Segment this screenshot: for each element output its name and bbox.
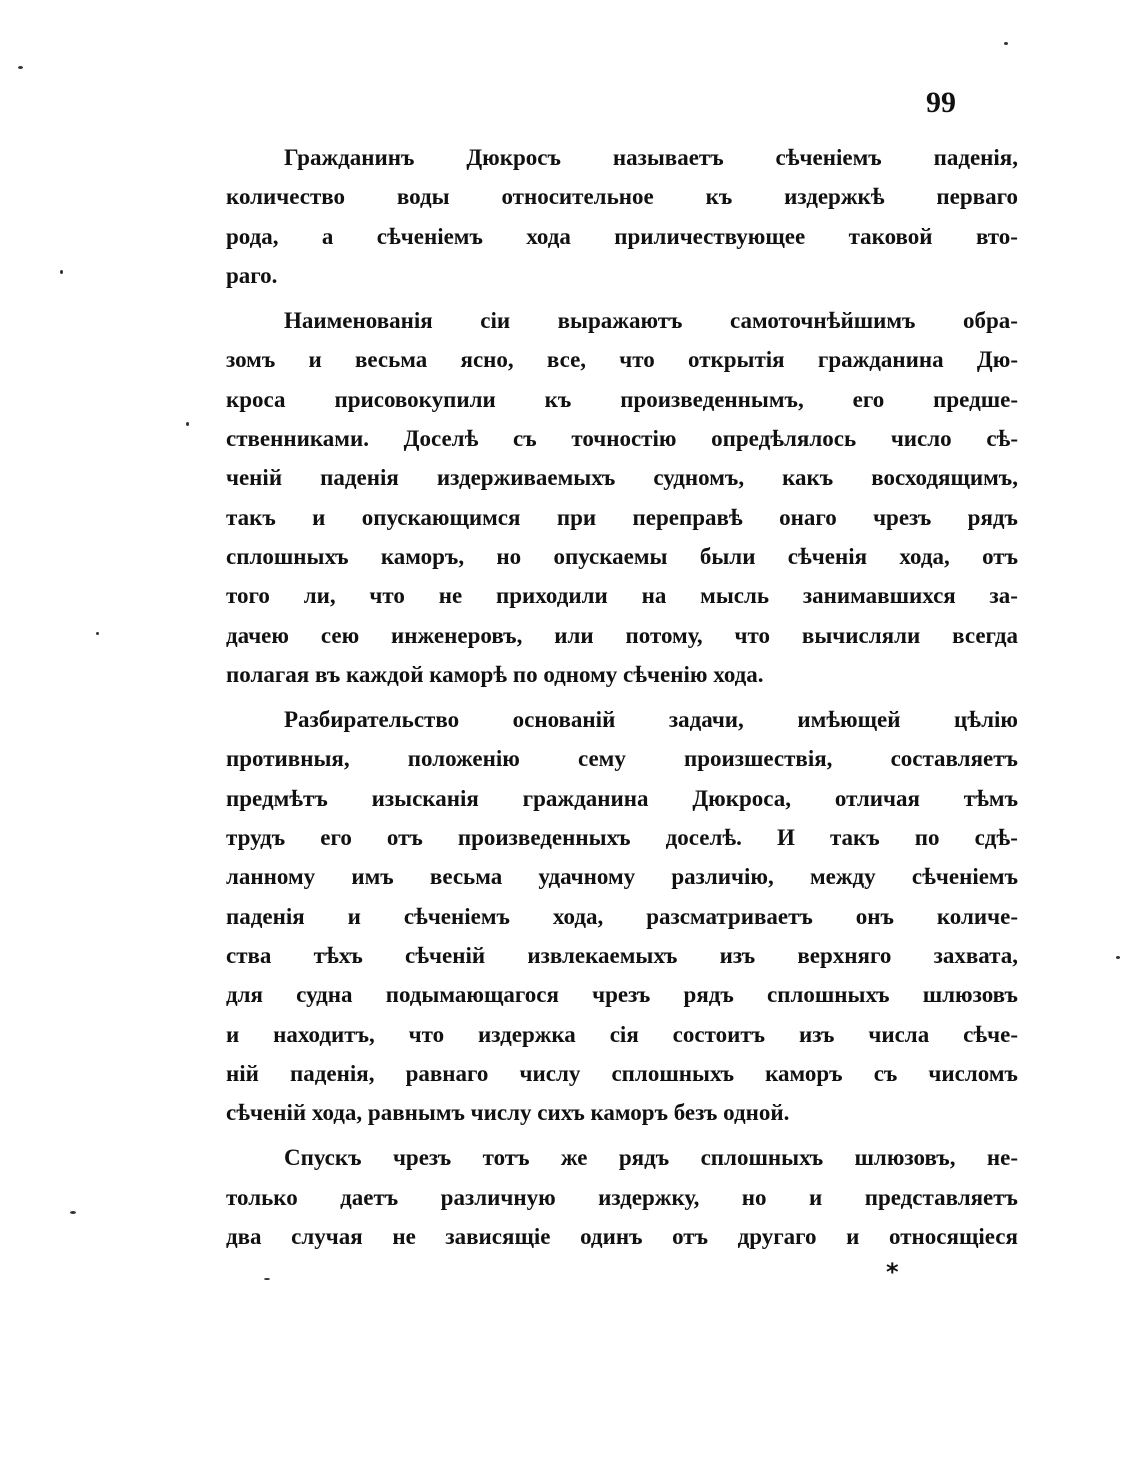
word: кроса <box>226 386 286 412</box>
word: Доселѣ <box>403 426 479 452</box>
text-line <box>226 1217 1018 1256</box>
word: отъ <box>982 543 1018 569</box>
word: удачному <box>538 864 636 890</box>
word: что <box>369 583 405 609</box>
word: числа <box>868 1021 930 1047</box>
word: ясно, <box>460 347 514 373</box>
word: паденiя, <box>290 1060 375 1086</box>
word: подымающагося <box>385 982 559 1008</box>
word: случая <box>291 1224 363 1250</box>
word: тѣмъ <box>963 785 1018 811</box>
text-line <box>226 1138 1018 1177</box>
text-line <box>226 975 1018 1014</box>
word: отъ <box>672 1224 708 1250</box>
word: рядъ <box>967 504 1018 530</box>
word: выражаютъ <box>557 308 683 334</box>
word: весьма <box>354 347 428 373</box>
text-line <box>226 936 1018 975</box>
text-line <box>226 779 1018 818</box>
word: Гражданинъ <box>284 145 415 170</box>
word: сдѣ- <box>974 825 1018 851</box>
text-line <box>226 340 1018 379</box>
word: присовокупили <box>334 386 496 412</box>
text-line <box>226 301 1018 340</box>
word: къ <box>705 184 733 210</box>
word: опредѣлялось <box>711 426 857 452</box>
word: приличествующее <box>614 223 806 249</box>
word: издерживаемыхъ <box>436 465 616 491</box>
word: хода, <box>552 903 604 929</box>
word: ственниками. <box>226 426 369 452</box>
word: Спускъ <box>284 1145 362 1171</box>
word: его <box>320 825 352 851</box>
word: сплошныхъ <box>700 1145 824 1171</box>
word: отъ <box>386 825 423 851</box>
word: вычисляли <box>801 622 921 648</box>
word: одинъ <box>580 1224 643 1250</box>
scan-speck <box>60 270 63 274</box>
word: были <box>699 543 756 569</box>
word: съ <box>873 1060 898 1086</box>
word: открытiя <box>688 347 785 373</box>
word: приходили <box>495 583 608 609</box>
word: чрезъ <box>392 1145 452 1171</box>
scan-speck <box>18 66 23 69</box>
word: за- <box>989 583 1018 609</box>
word: количество <box>226 184 346 210</box>
word: и <box>809 1184 823 1210</box>
footer-star-mark: * <box>886 1258 899 1286</box>
word: и <box>312 504 326 530</box>
word: Наименованiя <box>284 308 433 334</box>
word: опускаемы <box>553 543 668 569</box>
word: восходящимъ, <box>871 465 1018 491</box>
word: ланному <box>226 864 316 890</box>
word: что <box>408 1021 445 1047</box>
word: изысканiя <box>371 785 479 811</box>
word: гражданина <box>522 785 649 811</box>
text-line <box>226 818 1018 857</box>
word: цѣлiю <box>954 707 1018 733</box>
word: между <box>809 864 876 890</box>
word: трудъ <box>226 825 286 851</box>
word: противныя, <box>226 746 350 772</box>
word: числомъ <box>928 1060 1018 1086</box>
word: при <box>556 504 597 530</box>
word: что <box>734 622 771 648</box>
word: ли, <box>303 583 336 609</box>
word: только <box>226 1184 298 1210</box>
word: воды <box>396 184 450 210</box>
text-line <box>226 217 1018 256</box>
word: къ <box>544 386 572 412</box>
word: два <box>226 1224 262 1250</box>
word: даетъ <box>340 1184 399 1210</box>
text-line <box>226 1015 1018 1054</box>
word: сѣченiя <box>787 543 868 569</box>
word: зависящiе <box>445 1224 551 1250</box>
word: рядъ <box>618 1145 670 1171</box>
word: зомъ <box>226 347 276 373</box>
word: произшествiя, <box>683 746 833 772</box>
word: шлюзовъ, <box>854 1145 956 1171</box>
word: хода <box>526 223 571 249</box>
word: имѣющей <box>797 707 901 733</box>
word: переправѣ <box>632 504 743 530</box>
word: имъ <box>351 864 394 890</box>
word: сѣченiемъ <box>376 223 483 249</box>
word: нiй <box>226 1060 259 1086</box>
word: гражданина <box>817 347 944 373</box>
word: И <box>776 825 795 851</box>
word: не- <box>986 1145 1018 1171</box>
word: числу <box>519 1060 581 1086</box>
word: для <box>226 982 263 1008</box>
word: произведенныхъ <box>457 825 631 851</box>
word: чрезъ <box>592 982 651 1008</box>
word: рода, <box>226 223 279 249</box>
text-line <box>226 739 1018 778</box>
page-number: 99 <box>926 86 956 119</box>
word: не <box>392 1224 416 1250</box>
scan-speck <box>186 422 189 426</box>
word: тотъ <box>482 1145 530 1171</box>
word: положенiю <box>407 746 520 772</box>
word: произведеннымъ, <box>620 386 804 412</box>
word: таковой <box>848 223 933 249</box>
word: издержку, <box>598 1184 700 1210</box>
word: потому, <box>625 622 703 648</box>
word: такъ <box>226 504 276 530</box>
word: рядъ <box>683 982 734 1008</box>
text-line <box>226 1178 1018 1217</box>
word: представляетъ <box>864 1184 1018 1210</box>
text-line <box>226 576 1018 615</box>
word: онъ <box>855 903 894 929</box>
word: ченiй <box>226 465 283 491</box>
word: называетъ <box>612 145 724 170</box>
word: другаго <box>737 1224 817 1250</box>
word: Дюкросъ <box>466 145 561 170</box>
word: Дюкроса, <box>692 785 792 811</box>
word: извлекаемыхъ <box>527 942 678 968</box>
word: доселѣ. <box>665 825 742 851</box>
text-line: сѣченiй хода, равнымъ числу сихъ каморъ безъ одной. <box>226 1100 790 1126</box>
word: занимавшихся <box>802 583 956 609</box>
scan-speck <box>70 1211 76 1214</box>
word: вто- <box>975 223 1018 249</box>
text-line <box>226 1054 1018 1093</box>
scan-speck <box>96 632 99 635</box>
word: но <box>741 1184 767 1210</box>
word: но <box>496 543 522 569</box>
word: обра- <box>963 308 1018 334</box>
word: дачею <box>226 622 289 648</box>
word: относящiеся <box>889 1224 1018 1250</box>
word: различную <box>440 1184 556 1210</box>
word: инженеровъ, <box>391 622 523 648</box>
word: отличая <box>834 785 920 811</box>
word: съ <box>513 426 537 452</box>
word: сѣченiемъ <box>911 864 1018 890</box>
scan-speck <box>1116 956 1120 959</box>
text-line <box>226 419 1018 458</box>
scan-speck <box>264 1278 270 1280</box>
word: его <box>852 386 885 412</box>
word: сѣченiемъ <box>403 903 510 929</box>
word: все, <box>546 347 587 373</box>
word: ства <box>226 942 272 968</box>
text-line <box>226 857 1018 896</box>
word: что <box>619 347 655 373</box>
word: изъ <box>798 1021 835 1047</box>
word: хода, <box>899 543 950 569</box>
word: паденiя, <box>933 145 1018 170</box>
word: и <box>226 1021 240 1047</box>
word: основанiй <box>512 707 616 733</box>
word: шлюзовъ <box>922 982 1018 1008</box>
word: находитъ, <box>273 1021 375 1047</box>
text-line: раго. <box>226 262 278 288</box>
word: захвата, <box>933 942 1018 968</box>
word: и <box>347 903 361 929</box>
word: количе- <box>936 903 1018 929</box>
word: тѣхъ <box>313 942 363 968</box>
word: сплошныхъ <box>767 982 890 1008</box>
text-line <box>226 897 1018 936</box>
word: предше- <box>933 386 1018 412</box>
word: того <box>226 583 270 609</box>
word: весьма <box>429 864 503 890</box>
word: каморъ <box>765 1060 843 1086</box>
word: по <box>914 825 940 851</box>
word: составляетъ <box>890 746 1018 772</box>
word: не <box>438 583 463 609</box>
word: издержка <box>478 1021 576 1047</box>
word: и <box>308 347 322 373</box>
word: относительное <box>501 184 654 210</box>
text-line <box>226 700 1018 739</box>
word: сiи <box>480 308 511 334</box>
word: сплошныхъ <box>611 1060 734 1086</box>
body-text <box>226 138 1018 1256</box>
word: точностiю <box>571 426 677 452</box>
text-line <box>226 458 1018 497</box>
scan-speck <box>1004 42 1008 45</box>
word: какъ <box>782 465 834 491</box>
word: онаго <box>779 504 837 530</box>
word: Разбирательство <box>284 707 460 733</box>
word: сѣченiемъ <box>775 145 882 170</box>
word: изъ <box>719 942 756 968</box>
word: и <box>846 1224 860 1250</box>
word: каморъ, <box>380 543 465 569</box>
word: сiя <box>609 1021 639 1047</box>
word: сему <box>577 746 626 772</box>
word: предмѣтъ <box>226 785 328 811</box>
word: или <box>554 622 594 648</box>
word: различiю, <box>671 864 774 890</box>
word: судна <box>296 982 353 1008</box>
word: самоточнѣйшимъ <box>729 308 916 334</box>
word: на <box>641 583 667 609</box>
word: Дю- <box>976 347 1018 373</box>
word: сѣченiй <box>405 942 486 968</box>
word: верхняго <box>797 942 892 968</box>
text-line <box>226 380 1018 419</box>
word: разсматриваетъ <box>646 903 813 929</box>
text-line <box>226 177 1018 216</box>
word: издержкѣ <box>784 184 885 210</box>
word: же <box>560 1145 588 1171</box>
word: сею <box>320 622 360 648</box>
text-line <box>226 616 1018 655</box>
word: мысль <box>700 583 770 609</box>
word: сѣче- <box>963 1021 1018 1047</box>
word: а <box>321 223 334 249</box>
text-line: полагая въ каждой каморѣ по одному сѣченiю хода. <box>226 661 764 687</box>
text-line <box>226 138 1018 177</box>
word: равнаго <box>405 1060 489 1086</box>
word: сплошныхъ <box>226 543 349 569</box>
word: такъ <box>829 825 880 851</box>
word: сѣ- <box>986 426 1018 452</box>
word: всегда <box>952 622 1018 648</box>
word: паденiя <box>226 903 305 929</box>
word: чрезъ <box>873 504 932 530</box>
text-line <box>226 498 1018 537</box>
text-line <box>226 537 1018 576</box>
word: число <box>890 426 952 452</box>
word: опускающимся <box>361 504 521 530</box>
word: судномъ, <box>653 465 745 491</box>
word: паденiя <box>320 465 399 491</box>
word: задачи, <box>668 707 744 733</box>
word: состоитъ <box>672 1021 766 1047</box>
word: перваго <box>936 184 1018 210</box>
